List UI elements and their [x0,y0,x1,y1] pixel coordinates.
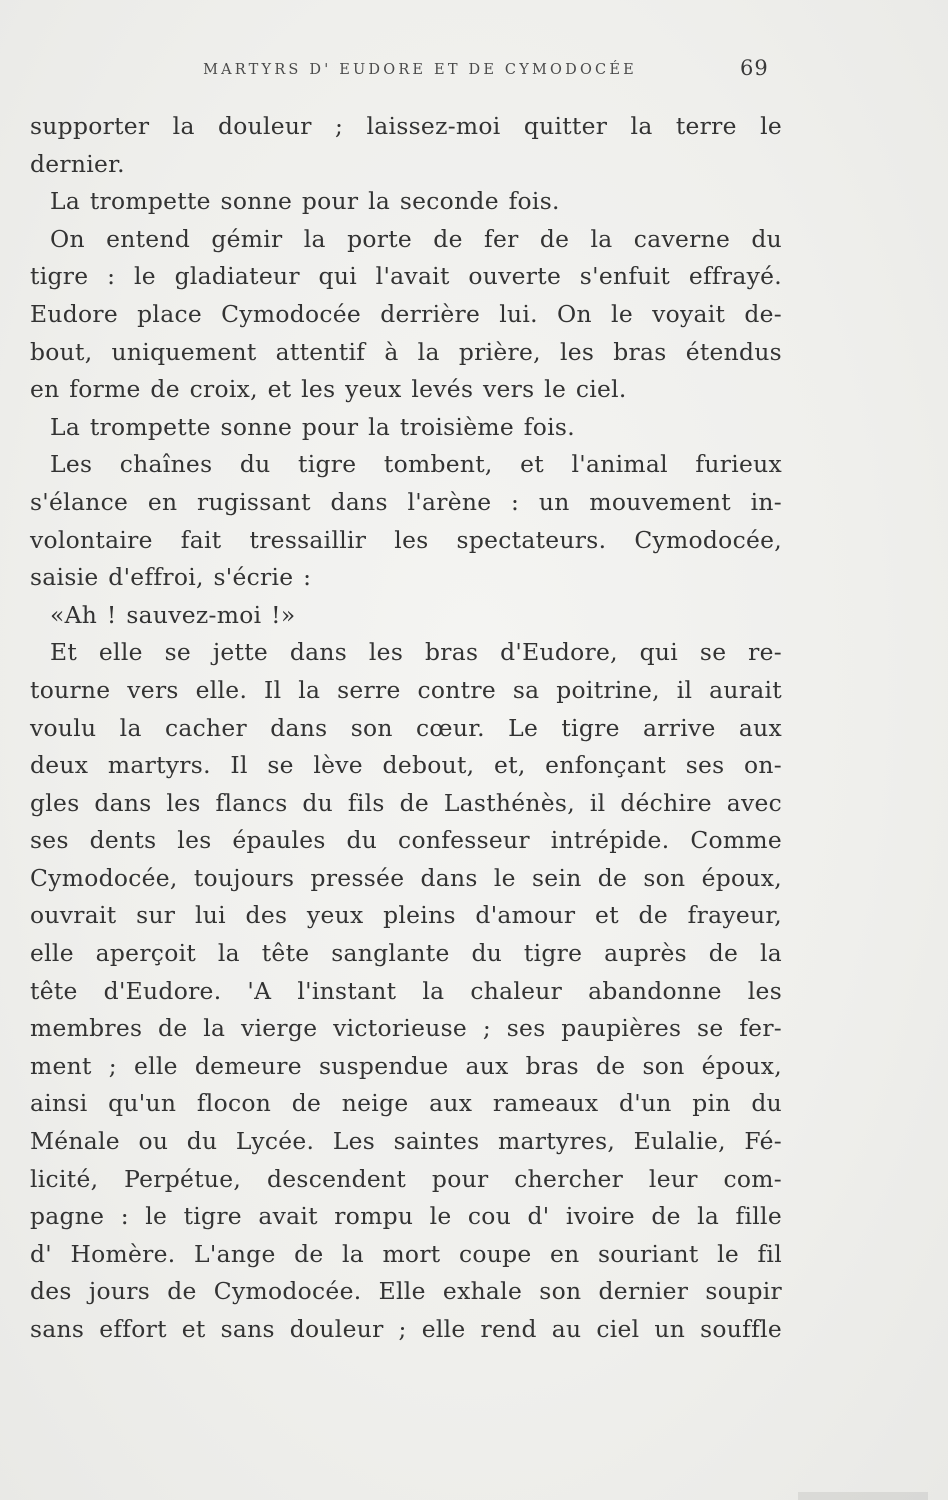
text-line: Les chaînes du tigre tombent, et l'animal furieux [50,450,782,479]
text-line: dernier. [30,149,125,178]
text-line: La trompette sonne pour la troisième fois. [50,412,575,441]
text-line: membres de la vierge victorieuse ; ses paupières se fer- [30,1014,782,1043]
text-line: «Ah ! sauvez-moi !» [50,600,296,629]
text-line: saisie d'effroi, s'écrie : [30,563,312,592]
text-line: volontaire fait tressaillir les spectateurs. Cymodocée, [30,525,782,554]
text-line: La trompette sonne pour la seconde fois. [50,187,560,216]
text-line: Ménale ou du Lycée. Les saintes martyres, Eulalie, Fé- [30,1127,782,1156]
scan-shadow-mark [798,1490,928,1500]
text-line: sans effort et sans douleur ; elle rend au ciel un souffle [30,1315,782,1343]
text-line: tigre : le gladiateur qui l'avait ouverte s'enfuit effrayé. [30,262,782,291]
text-line: elle aperçoit la tête sanglante du tigre auprès de la [30,939,782,968]
text-line: d' Homère. L'ange de la mort coupe en souriant le fil [30,1239,782,1268]
text-line: gles dans les flancs du fils de Lasthénès, il déchire avec [30,788,782,817]
text-line: ainsi qu'un flocon de neige aux rameaux d'un pin du [30,1089,782,1118]
text-line: tête d'Eudore. 'A l'instant la chaleur abandonne les [30,976,782,1005]
text-line: supporter la douleur ; laissez-moi quitter la terre le [30,112,782,140]
text-line: des jours de Cymodocée. Elle exhale son dernier soupir [30,1277,782,1306]
text-line: Et elle se jette dans les bras d'Eudore, qui se re- [50,638,782,667]
body-text [30,108,782,1349]
text-line: deux martyrs. Il se lève debout, et, enfonçant ses on- [30,751,782,780]
text-line: Eudore place Cymodocée derrière lui. On le voyait de- [30,299,782,328]
text-line: Cymodocée, toujours pressée dans le sein de son époux, [30,863,782,892]
running-title: MARTYRS D' EUDORE ET DE CYMODOCÉE [203,62,637,78]
text-line: tourne vers elle. Il la serre contre sa poitrine, il aurait [30,675,782,704]
text-line: ouvrait sur lui des yeux pleins d'amour et de frayeur, [30,901,782,930]
text-line: en forme de croix, et les yeux levés vers le ciel. [30,375,627,404]
text-line: licité, Perpétue, descendent pour chercher leur com- [30,1164,782,1193]
text-line: ses dents les épaules du confesseur intrépide. Comme [30,826,782,855]
text-line: bout, uniquement attentif à la prière, les bras étendus [30,337,782,366]
text-line: pagne : le tigre avait rompu le cou d' ivoire de la fille [30,1202,782,1231]
text-line: On entend gémir la porte de fer de la caverne du [50,224,782,253]
page-number: 69 [740,56,769,80]
text-line: voulu la cacher dans son cœur. Le tigre arrive aux [30,713,782,742]
text-line: ment ; elle demeure suspendue aux bras de son époux, [30,1051,782,1080]
text-line: s'élance en rugissant dans l'arène : un mouvement in- [30,487,782,516]
